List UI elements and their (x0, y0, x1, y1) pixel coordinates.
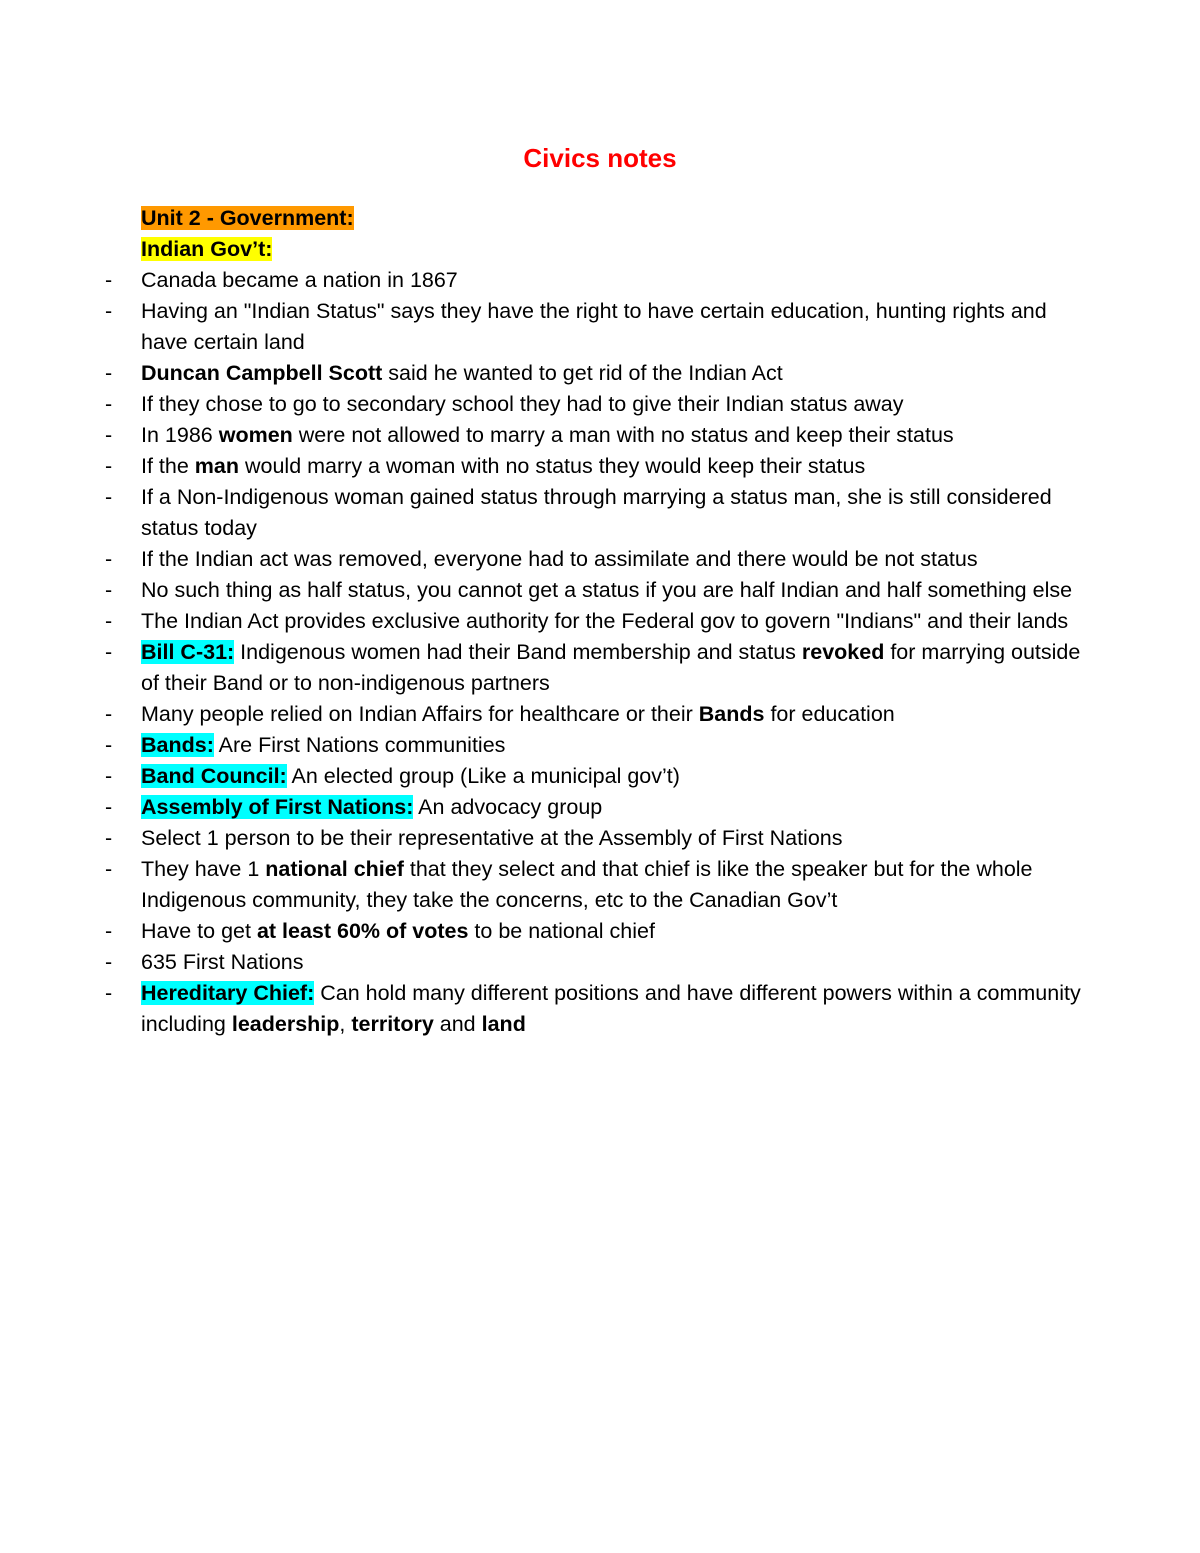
list-item (105, 637, 1081, 699)
item-text: were not allowed to marry a man with no status and keep their status (292, 423, 954, 447)
item-text: Many people relied on Indian Affairs for healthcare or their (141, 702, 699, 726)
highlighted-term: Band Council: (141, 764, 287, 788)
bold-term: territory (351, 1012, 434, 1036)
dash-marker: - (105, 795, 113, 819)
item-text: Have to get (141, 919, 257, 943)
dash-marker: - (105, 764, 113, 788)
item-text: An advocacy group (413, 795, 603, 819)
dash-marker: - (105, 268, 113, 292)
item-text: and (433, 1012, 482, 1036)
list-item (105, 544, 1081, 575)
list-item (105, 606, 1081, 637)
bold-term: leadership (231, 1012, 340, 1036)
unit-heading (141, 203, 1081, 234)
bullet-list-level-1 (105, 265, 1081, 1040)
list-item (105, 265, 1081, 296)
bold-term: man (194, 454, 240, 478)
list-item (105, 854, 1081, 947)
bold-term: women (218, 423, 293, 447)
item-text: If a Non-Indigenous woman gained status through marrying a status man, she is still considered status today (141, 485, 1052, 540)
notes-content (105, 203, 1081, 1040)
bullet-list-level-5 (105, 916, 1081, 947)
item-text: Having an "Indian Status" says they have the right to have certain education, hunting rights and have certain land (141, 299, 1047, 354)
item-text: The Indian Act provides exclusive authority for the Federal gov to govern "Indians" and their lands (141, 609, 1069, 633)
item-text: would marry a woman with no status they would keep their status (239, 454, 866, 478)
item-text: They have 1 (141, 857, 266, 881)
item-text: Canada became a nation in 1867 (141, 268, 458, 292)
list-item (105, 978, 1081, 1040)
dash-marker: - (105, 485, 113, 509)
dash-marker: - (105, 454, 113, 478)
dash-marker: - (105, 826, 113, 850)
dash-marker: - (105, 361, 113, 385)
item-text: that they select and that chief is like the speaker but for the whole Indigenous community, they take the concerns, etc to the Canadian Gov’t (141, 857, 1033, 912)
bold-term: Bands (698, 702, 765, 726)
item-text: Are First Nations communities (213, 733, 506, 757)
section-heading-highlight: Indian Gov’t: (141, 237, 273, 261)
bullet-list-level-3 (105, 730, 1081, 1040)
dash-marker: - (105, 547, 113, 571)
item-text: 635 First Nations (141, 950, 304, 974)
item-text: In 1986 (141, 423, 219, 447)
list-item (105, 296, 1081, 358)
item-text: An elected group (Like a municipal gov’t) (286, 764, 680, 788)
list-item (105, 451, 1081, 482)
highlighted-term: Assembly of First Nations: (141, 795, 414, 819)
list-item (105, 792, 1081, 978)
bold-term: at least 60% of votes (256, 919, 469, 943)
dash-marker: - (105, 919, 113, 943)
item-text: , (339, 1012, 352, 1036)
bold-term: revoked (801, 640, 885, 664)
list-item (105, 420, 1081, 544)
bold-term: land (481, 1012, 526, 1036)
unit-heading-highlight: Unit 2 - Government: (141, 206, 354, 230)
bullet-list-level-2 (105, 389, 1081, 1040)
item-text: No such thing as half status, you cannot get a status if you are half Indian and half something else (141, 578, 1073, 602)
dash-marker: - (105, 423, 113, 447)
list-item (105, 358, 1081, 1040)
bold-term: Duncan Campbell Scott (141, 361, 383, 385)
list-item (105, 947, 1081, 978)
list-item (105, 575, 1081, 606)
item-text: If the Indian act was removed, everyone had to assimilate and there would be not status (141, 547, 978, 571)
list-item (105, 823, 1081, 854)
bold-term: national chief (265, 857, 404, 881)
list-item (105, 761, 1081, 792)
dash-marker: - (105, 981, 113, 1005)
list-item (105, 916, 1081, 947)
item-text: to be national chief (468, 919, 655, 943)
highlighted-term: Hereditary Chief: (141, 981, 315, 1005)
bullet-list-level-4 (105, 823, 1081, 978)
list-item (105, 730, 1081, 761)
dash-marker: - (105, 857, 113, 881)
dash-marker: - (105, 640, 113, 664)
item-text: Select 1 person to be their representative at the Assembly of First Nations (141, 826, 843, 850)
item-text: for marrying outside of their Band or to non-indigenous partners (141, 640, 1081, 695)
bullet-list-level-3 (105, 451, 1081, 544)
highlighted-term: Bands: (141, 733, 214, 757)
dash-marker: - (105, 299, 113, 323)
list-item (105, 699, 1081, 1040)
list-item (105, 389, 1081, 420)
item-text: for education (764, 702, 895, 726)
dash-marker: - (105, 733, 113, 757)
highlighted-term: Bill C-31: (141, 640, 235, 664)
list-item (105, 482, 1081, 544)
dash-marker: - (105, 702, 113, 726)
dash-marker: - (105, 950, 113, 974)
item-text: Indigenous women had their Band membership and status (234, 640, 802, 664)
item-text: If they chose to go to secondary school they had to give their Indian status away (141, 392, 904, 416)
item-text: If the (141, 454, 195, 478)
item-text: said he wanted to get rid of the Indian Act (382, 361, 783, 385)
dash-marker: - (105, 609, 113, 633)
dash-marker: - (105, 578, 113, 602)
dash-marker: - (105, 392, 113, 416)
section-heading (141, 234, 1081, 265)
page-title: Civics notes (523, 143, 677, 173)
item-text: Can hold many different positions and have different powers within a community including (141, 981, 1081, 1036)
